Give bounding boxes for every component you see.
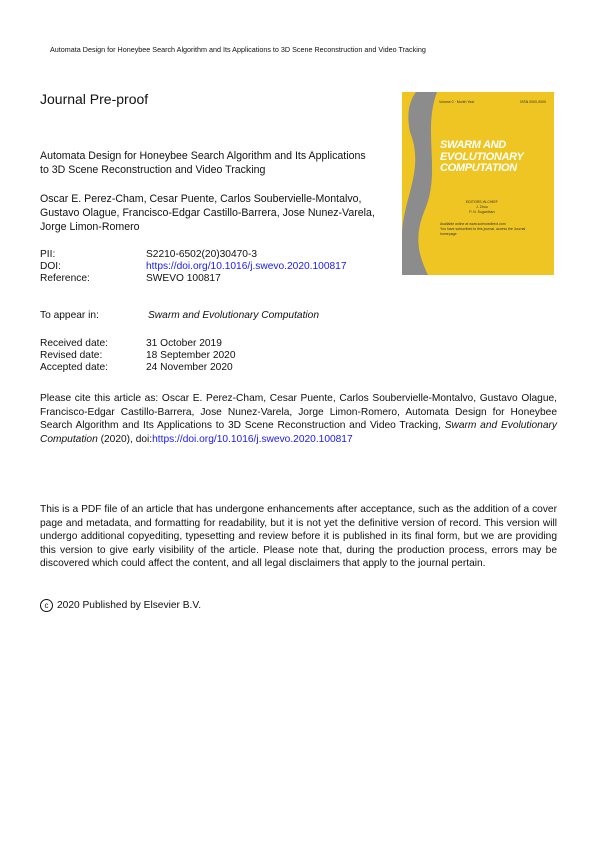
copyright-line [40, 599, 201, 612]
cover-blurb: Available online at www.sciencedirect.com You have subscribed to this journal, access the Journal homepage [440, 222, 526, 236]
journal-pre-proof-label: Journal Pre-proof [40, 91, 149, 107]
citation-suffix: (2020), doi: [97, 433, 153, 445]
cover-issn: ISSN 0000-0000 [520, 100, 546, 104]
citation-journal: Swarm and Evolutionary Computation [40, 420, 558, 445]
cover-title-line-3: COMPUTATION [440, 162, 517, 174]
author-list: Oscar E. Perez-Cham, Cesar Puente, Carlos Soubervielle-Montalvo, Gustavo Olague, Francisco-Edgar Castillo-Barrera, Jose Nunez-Varela, Jorge Limon-Romero [40, 193, 375, 233]
cover-title-line-1: SWARM AND [440, 139, 506, 151]
accepted-label: Accepted date: [40, 362, 108, 373]
citation-prefix: Please cite this article as: Oscar E. Perez-Cham, Cesar Puente, Carlos Soubervielle-Montalvo, Gustavo Olague, Francisco-Edgar Castillo-Barrera, Jose Nunez-Varela, Jorge Limon-Romero, Automata Design for Honeybee Search Algorithm and Its Applications to 3D Scene Reconstruction and Video Tracking, [40, 393, 557, 432]
doi-link[interactable]: https://doi.org/10.1016/j.swevo.2020.100817 [146, 261, 347, 272]
journal-name: Swarm and Evolutionary Computation [148, 310, 320, 321]
disclaimer-paragraph: This is a PDF file of an article that has undergone enhancements after acceptance, such as the addition of a cover page and metadata, and formatting for readability, but it is not yet the definitive version of record. This version will undergo additional copyediting, typesetting and review before it is published in its final form, but we are providing this version to give early visibility of the article. Please note that, during the production process, errors may be discovered which could affect the content, and all legal disclaimers that apply to the journal pertain. [40, 504, 557, 570]
doi-label: DOI: [40, 261, 61, 272]
journal-cover-image [402, 92, 554, 275]
revised-value: 18 September 2020 [146, 350, 236, 361]
revised-label: Revised date: [40, 350, 103, 361]
received-label: Received date: [40, 338, 108, 349]
pii-label: PII: [40, 249, 56, 260]
citation-paragraph [40, 392, 557, 446]
cover-title-line-2: EVOLUTIONARY [440, 151, 524, 163]
copyright-icon: c [40, 599, 53, 612]
received-value: 31 October 2019 [146, 338, 222, 349]
cover-wave-icon [402, 92, 554, 275]
reference-value: SWEVO 100817 [146, 273, 221, 284]
running-head: Automata Design for Honeybee Search Algorithm and Its Applications to 3D Scene Reconstruction and Video Tracking [50, 45, 426, 54]
copyright-text: 2020 Published by Elsevier B.V. [57, 600, 202, 611]
pii-value: S2210-6502(20)30470-3 [146, 249, 258, 260]
article-title: Automata Design for Honeybee Search Algorithm and Its Applications to 3D Scene Reconstruction and Video Tracking [40, 150, 366, 176]
reference-label: Reference: [40, 273, 90, 284]
citation-doi-link[interactable]: https://doi.org/10.1016/j.swevo.2020.100817 [152, 433, 353, 445]
appear-in-label: To appear in: [40, 310, 99, 321]
cover-editors: EDITORS-IN-CHIEF J. Zhou P. N. Suganthan [466, 200, 498, 214]
accepted-value: 24 November 2020 [146, 362, 233, 373]
cover-volume: Volume 0 · Month Year [439, 100, 475, 104]
